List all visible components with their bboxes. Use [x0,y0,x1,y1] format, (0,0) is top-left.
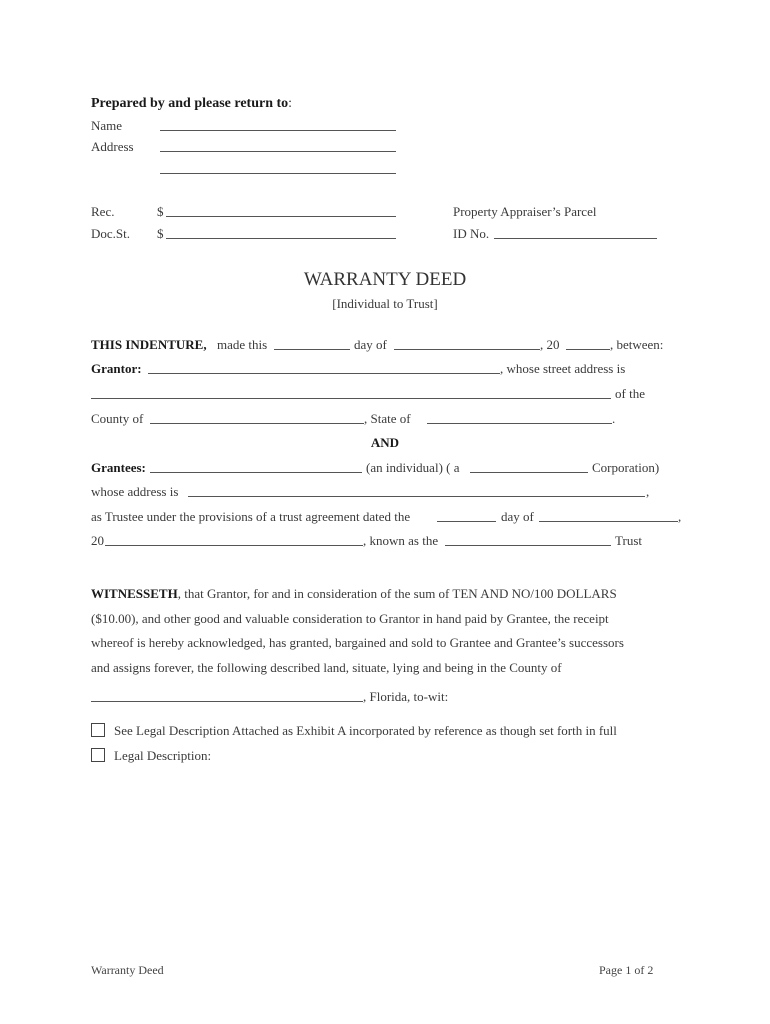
grantor-label: Grantor: [91,361,142,376]
grantor-street-field[interactable] [91,398,611,399]
witnesseth-line-3: whereof is hereby acknowledged, has granted, bargained and sold to Grantee and Grantee’s successors [91,635,624,650]
footer-page-number: Page 1 of 2 [599,963,654,977]
document-subtitle: [Individual to Trust] [332,296,438,311]
witnesseth-line-1 [91,586,617,601]
parcel-id-field[interactable] [494,238,657,239]
land-county-field[interactable] [91,701,363,702]
prepared-by-label: Prepared by and please return to [91,96,289,111]
year-prefix: , 20 [540,337,560,352]
prepared-by-colon: : [288,96,293,111]
parcel-label-line-2: ID No. [453,226,490,241]
document-title: WARRANTY DEED [303,269,467,290]
address-comma: , [646,484,650,499]
florida-to-wit-label: , Florida, to-wit: [363,689,449,704]
witnesseth-line-4: and assigns forever, the following described land, situate, lying and being in the County of [91,660,562,675]
grantor-state-field[interactable] [427,423,612,424]
county-of-label: County of [91,411,144,426]
trust-name-field[interactable] [445,545,611,546]
rec-label: Rec. [91,204,115,219]
of-the-label: of the [615,386,645,401]
trust-year-field[interactable] [105,545,363,546]
whose-street-label: , whose street address is [500,361,626,376]
name-label: Name [91,118,123,133]
legal-description-checkbox[interactable] [91,748,105,762]
as-trustee-label: as Trustee under the provisions of a trust agreement dated the [91,509,411,524]
corporation-label: Corporation) [592,460,660,475]
witnesseth-line-1-text: , that Grantor, for and in consideration of the sum of TEN AND NO/100 DOLLARS [177,586,617,601]
name-field[interactable] [160,130,396,131]
footer-document-name: Warranty Deed [91,963,164,977]
legal-description-label: Legal Description: [114,748,212,763]
docst-dollar: $ [157,226,164,241]
exhibit-checkbox[interactable] [91,723,105,737]
exhibit-option-label: See Legal Description Attached as Exhibit A incorporated by reference as though set forth in full [114,723,617,738]
known-as-label: , known as the [363,533,439,548]
grantor-name-field[interactable] [148,373,500,374]
trust-month-field[interactable] [539,521,678,522]
grantor-county-field[interactable] [150,423,364,424]
this-indenture-label: THIS INDENTURE, [91,337,207,352]
grantees-name-field[interactable] [150,472,362,473]
grantees-label: Grantees: [91,460,146,475]
an-individual-label: (an individual) ( a [366,460,460,475]
corporation-field[interactable] [470,472,588,473]
between-label: , between: [610,337,664,352]
rec-dollar: $ [157,204,164,219]
address-label: Address [91,139,134,154]
address-field-line-1[interactable] [160,151,396,152]
made-this-label: made this [217,337,268,352]
witnesseth-word: WITNESSETH [91,586,178,601]
grantees-address-field[interactable] [188,496,645,497]
address-field-line-2[interactable] [160,173,396,174]
rec-field[interactable] [166,216,396,217]
witnesseth-line-2: ($10.00), and other good and valuable consideration to Grantor in hand paid by Grantee, the receipt [91,611,609,626]
trust-day-of-label: day of [501,509,534,524]
day-of-label: day of [354,337,387,352]
docst-field[interactable] [166,238,396,239]
trust-comma: , [678,509,682,524]
prepared-by-heading [91,96,292,111]
and-label: AND [370,435,400,450]
indenture-day-field[interactable] [274,349,350,350]
indenture-year-field[interactable] [566,349,610,350]
parcel-label-line-1: Property Appraiser’s Parcel [453,204,597,219]
state-of-label: , State of [364,411,411,426]
trust-day-field[interactable] [437,521,496,522]
docst-label: Doc.St. [91,226,130,241]
state-period: . [612,411,616,426]
whose-address-label: whose address is [91,484,179,499]
trust-year-prefix: 20 [91,533,104,548]
indenture-month-field[interactable] [394,349,540,350]
trust-label: Trust [615,533,642,548]
